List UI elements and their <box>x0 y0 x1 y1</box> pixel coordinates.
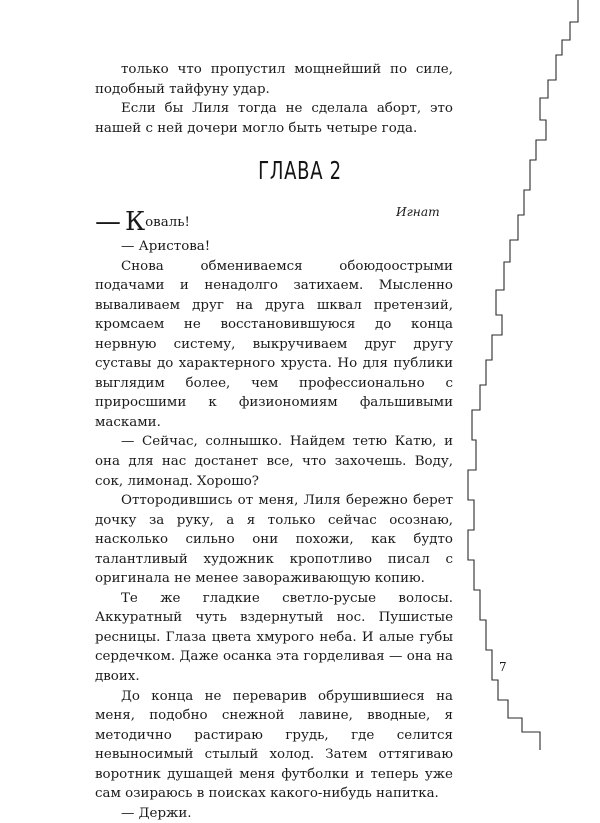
chapter-text-block <box>95 208 453 823</box>
paragraph: только что пропустил мощнейший по силе, подобный тайфуну удар. <box>95 62 453 97</box>
paragraph: — Держи. <box>121 805 192 821</box>
opening-rest: оваль! <box>145 215 190 230</box>
page-number: 7 <box>499 660 507 674</box>
paragraph: Те же гладкие светло-русые волосы. Аккуратный чуть вздернутый нос. Пушистые ресницы. Глаза цвета хмурого неба. И алые губы сердечком. Даже осанка эта горделивая — она на двоих. <box>95 590 453 685</box>
chapter-title: ГЛАВА 2 <box>258 156 342 185</box>
paragraph: Снова обмениваемся обоюдоострыми подачами и ненадолго затихаем. Мысленно вываливаем друг на друга шквал претензий, кромсаем не восстановившуюся до конца нервную систему, выкручиваем друг другу суставы до характерного хруста. Но для публики выглядим более, чем профессионально с приросшими к физиономиям фальшивыми масками. <box>95 258 453 430</box>
opening-line <box>95 208 453 237</box>
paragraph: До конца не переварив обрушившиеся на меня, подобно снежной лавине, вводные, я методично растираю грудь, где селится невыносимый стылый холод. Затем оттягиваю воротник душащей меня футболки и теперь уже сам озираюсь в поисках какого-нибудь напитка. <box>95 688 453 802</box>
paragraph: — Сейчас, солнышко. Найдем тетю Катю, и она для нас достанет все, что захочешь. Воду, сок, лимонад. Хорошо? <box>95 434 453 489</box>
paragraph: Если бы Лиля тогда не сделала аборт, это нашей с ней дочери могло быть четыре года. <box>95 101 453 136</box>
top-text-block <box>95 60 453 138</box>
paragraph: — Аристова! <box>121 239 211 254</box>
paragraph: Оттородившись от меня, Лиля бережно берет дочку за руку, а я только сейчас осознаю, насколько сильно они похожи, как будто талантливый художник кропотливо писал с оригинала не менее завораживающую копию. <box>95 493 453 587</box>
opening-dash: — <box>95 207 121 237</box>
drop-initial: К <box>125 207 146 237</box>
narrator-name: Игнат <box>396 205 440 219</box>
